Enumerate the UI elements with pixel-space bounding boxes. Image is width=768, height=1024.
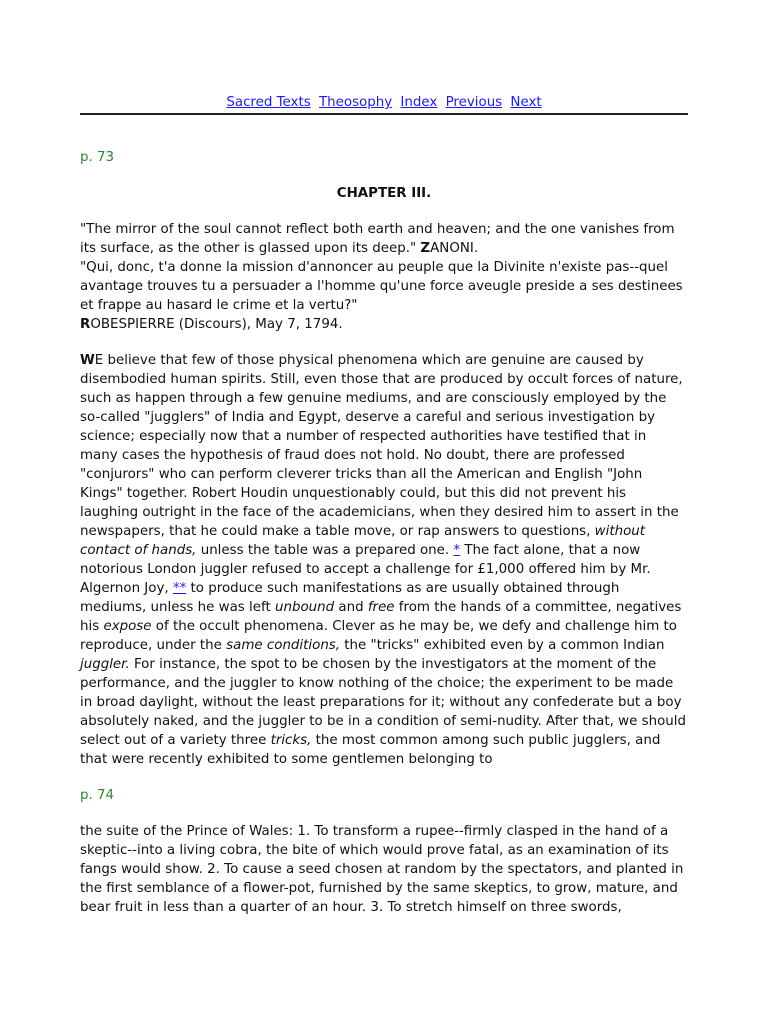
emphasis-expose: expose <box>103 619 152 634</box>
body-text-4: to produce such manifestations as are usually obtained through mediums, unless he was left <box>80 581 620 615</box>
page-content <box>80 148 688 917</box>
epigraph-zanoni-text: "The mirror of the soul cannot reflect both earth and heaven; and the one vanishes from its surface, as the other is glassed upon its deep." <box>80 222 675 256</box>
page-number-73: p. 73 <box>80 150 115 165</box>
emphasis-juggler: juggler. <box>80 657 130 672</box>
page-number-74: p. 74 <box>80 788 115 803</box>
chapter-heading: CHAPTER III. <box>336 186 432 201</box>
epigraph-zanoni <box>80 220 688 258</box>
body-text-10: the most common among such public jugglers, and that were recently exhibited to some gentlemen belonging to <box>80 733 661 767</box>
emphasis-tricks: tricks, <box>270 733 312 748</box>
nav-link-next[interactable]: Next <box>510 95 542 110</box>
body-text-8: the "tricks" exhibited even by a common Indian <box>340 638 665 653</box>
body-text-2: unless the table was a prepared one. <box>196 543 454 558</box>
body-paragraph <box>80 351 688 769</box>
body-text-9: For instance, the spot to be chosen by the investigators at the moment of the performance, and the juggler to know nothing of the choice; the experiment to be made in broad daylight, without the least preparations for it; without any confederate but a boy absolutely naked, and the juggler to be in a condition of semi-nudity. After that, we should select out of a variety three <box>80 657 686 748</box>
horizontal-rule <box>80 113 688 115</box>
nav-link-previous[interactable]: Previous <box>445 95 503 110</box>
epigraph-robespierre-initial: R <box>80 317 91 332</box>
epigraph-robespierre-author: OBESPIERRE (Discours), May 7, 1794. <box>90 317 343 332</box>
emphasis-same-conditions: same conditions, <box>226 638 341 653</box>
emphasis-unbound: unbound <box>274 600 335 615</box>
nav-link-index[interactable]: Index <box>400 95 438 110</box>
footnote-link-2[interactable]: ** <box>172 581 187 596</box>
epigraph-zanoni-initial: Z <box>420 241 431 256</box>
body-text-5: and <box>334 600 368 615</box>
emphasis-free: free <box>367 600 395 615</box>
epigraph-robespierre: "Qui, donc, t'a donne la mission d'annoncer au peuple que la Divinite n'existe pas--quel avantage trouves tu a persuader a l'homme qu'une force aveugle preside a ses destinees et frappe au hasard le crime et la vertu?" <box>80 260 683 313</box>
body-text-7: of the occult phenomena. Clever as he may be, we defy and challenge him to reproduce, under the <box>80 619 678 653</box>
body-paragraph-continued: the suite of the Prince of Wales: 1. To transform a rupee--firmly clasped in the hand of a skeptic--into a living cobra, the bite of which would prove fatal, as an examination of its fangs would show. 2. To cause a seed chosen at random by the spectators, and planted in the first semblance of a flower-pot, furnished by the same skeptics, to grow, mature, and bear fruit in less than a quarter of an hour. 3. To stretch himself on three swords, <box>80 824 684 915</box>
footnote-link-1[interactable]: * <box>453 543 461 558</box>
body-text-3: The fact alone, that a now notorious London juggler refused to accept a challenge for £1,000 offered him by Mr. Algernon Joy, <box>80 543 651 596</box>
body-text-1: E believe that few of those physical phenomena which are genuine are caused by disembodied human spirits. Still, even those that are produced by occult forces of nature, such as happen through a few genuine mediums, and are consciously employed by the so-called "jugglers" of India and Egypt, deserve a careful and serious investigation by science; especially now that a number of respected authorities have testified that in many cases the hypothesis of fraud does not hold. No doubt, there are professed "conjurors" who can perform cleverer tricks than all the American and English "John Kings" together. Robert Houdin unquestionably could, but this did not prevent his laughing outright in the face of the academicians, when they desired him to assert in the newspapers, that he could make a table move, or rap answers to questions, <box>80 353 683 539</box>
body-text-6: from the hands of a committee, negatives his <box>80 600 682 634</box>
nav-link-theosophy[interactable]: Theosophy <box>318 95 393 110</box>
epigraph-robespierre-attribution <box>80 315 688 334</box>
nav-link-sacred-texts[interactable]: Sacred Texts <box>226 95 311 110</box>
navigation-bar <box>80 94 688 112</box>
emphasis-without-contact: without contact of hands, <box>80 524 646 558</box>
dropcap: W <box>80 353 95 368</box>
epigraph-zanoni-author: ANONI. <box>430 241 479 256</box>
